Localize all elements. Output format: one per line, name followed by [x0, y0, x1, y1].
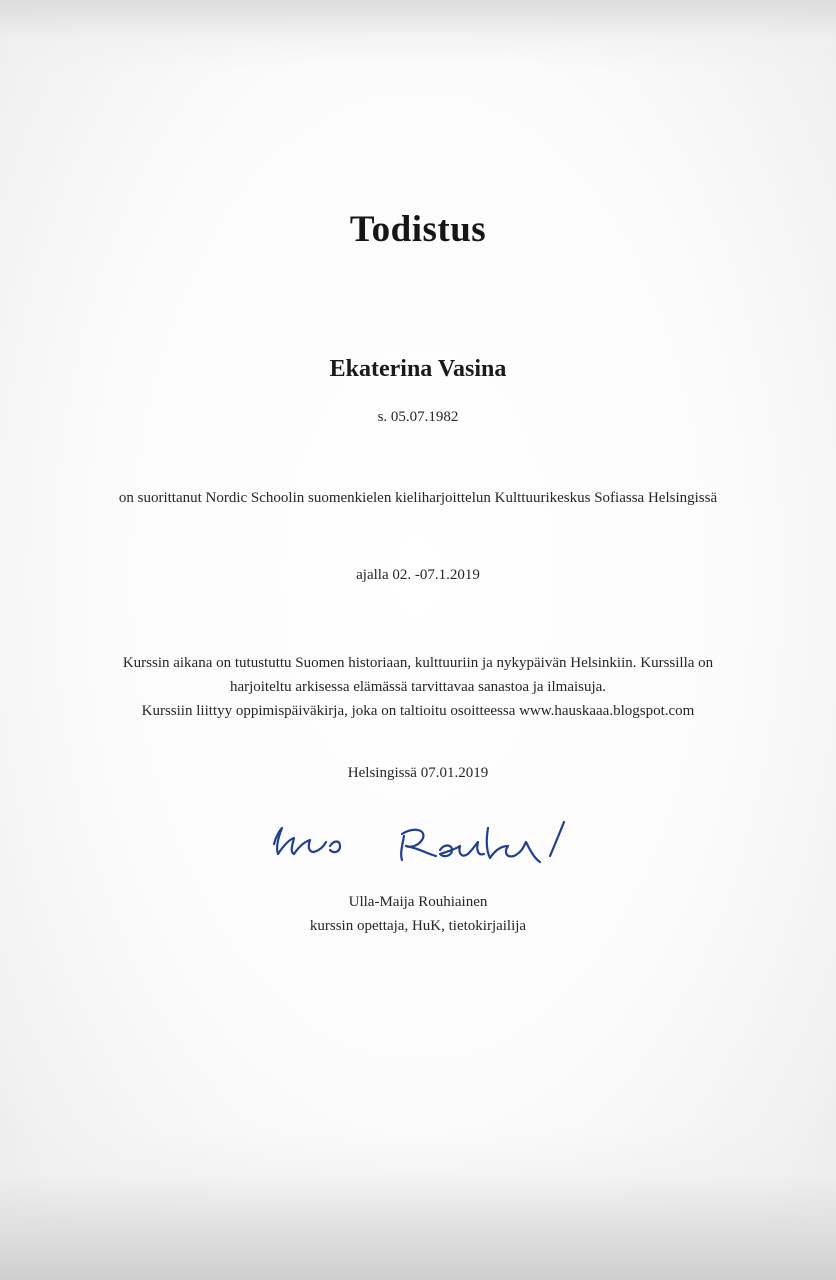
course-description: [0, 651, 836, 723]
signature-stroke: [401, 830, 436, 860]
signature-stroke: [487, 828, 540, 862]
signature-stroke: [550, 822, 564, 856]
signer-title: kurssin opettaja, HuK, tietokirjailija: [309, 918, 527, 934]
handwritten-signature: [268, 816, 578, 880]
birth-date: s. 05.07.1982: [377, 409, 459, 425]
course-period: ajalla 02. -07.1.2019: [356, 567, 480, 583]
place-and-date: Helsingissä 07.01.2019: [347, 765, 489, 781]
signature-stroke: [330, 842, 340, 853]
scan-shadow-top: [0, 0, 836, 70]
signature-stroke: [274, 828, 326, 854]
signer-name: Ulla-Maija Rouhiainen: [348, 894, 488, 910]
completion-statement: on suorittanut Nordic Schoolin suomenkielen kieliharjoittelun Kulttuurikeskus Sofiassa Helsingissä: [118, 490, 718, 506]
description-line: harjoiteltu arkisessa elämässä tarvittavaa sanastoa ja ilmaisuja.: [229, 679, 607, 695]
recipient-name: Ekaterina Vasina: [329, 356, 507, 382]
signer-block: [0, 890, 836, 938]
description-line: Kurssiin liittyy oppimispäiväkirja, joka on taltioitu osoitteessa www.hauskaaa.blogspot.com: [141, 703, 695, 719]
scan-shadow-bottom: [0, 1130, 836, 1280]
document-title: Todistus: [349, 209, 487, 250]
description-line: Kurssin aikana on tutustuttu Suomen historiaan, kulttuuriin ja nykypäivän Helsinkiin. Kurssilla on: [122, 655, 714, 671]
signature-stroke: [440, 842, 484, 856]
